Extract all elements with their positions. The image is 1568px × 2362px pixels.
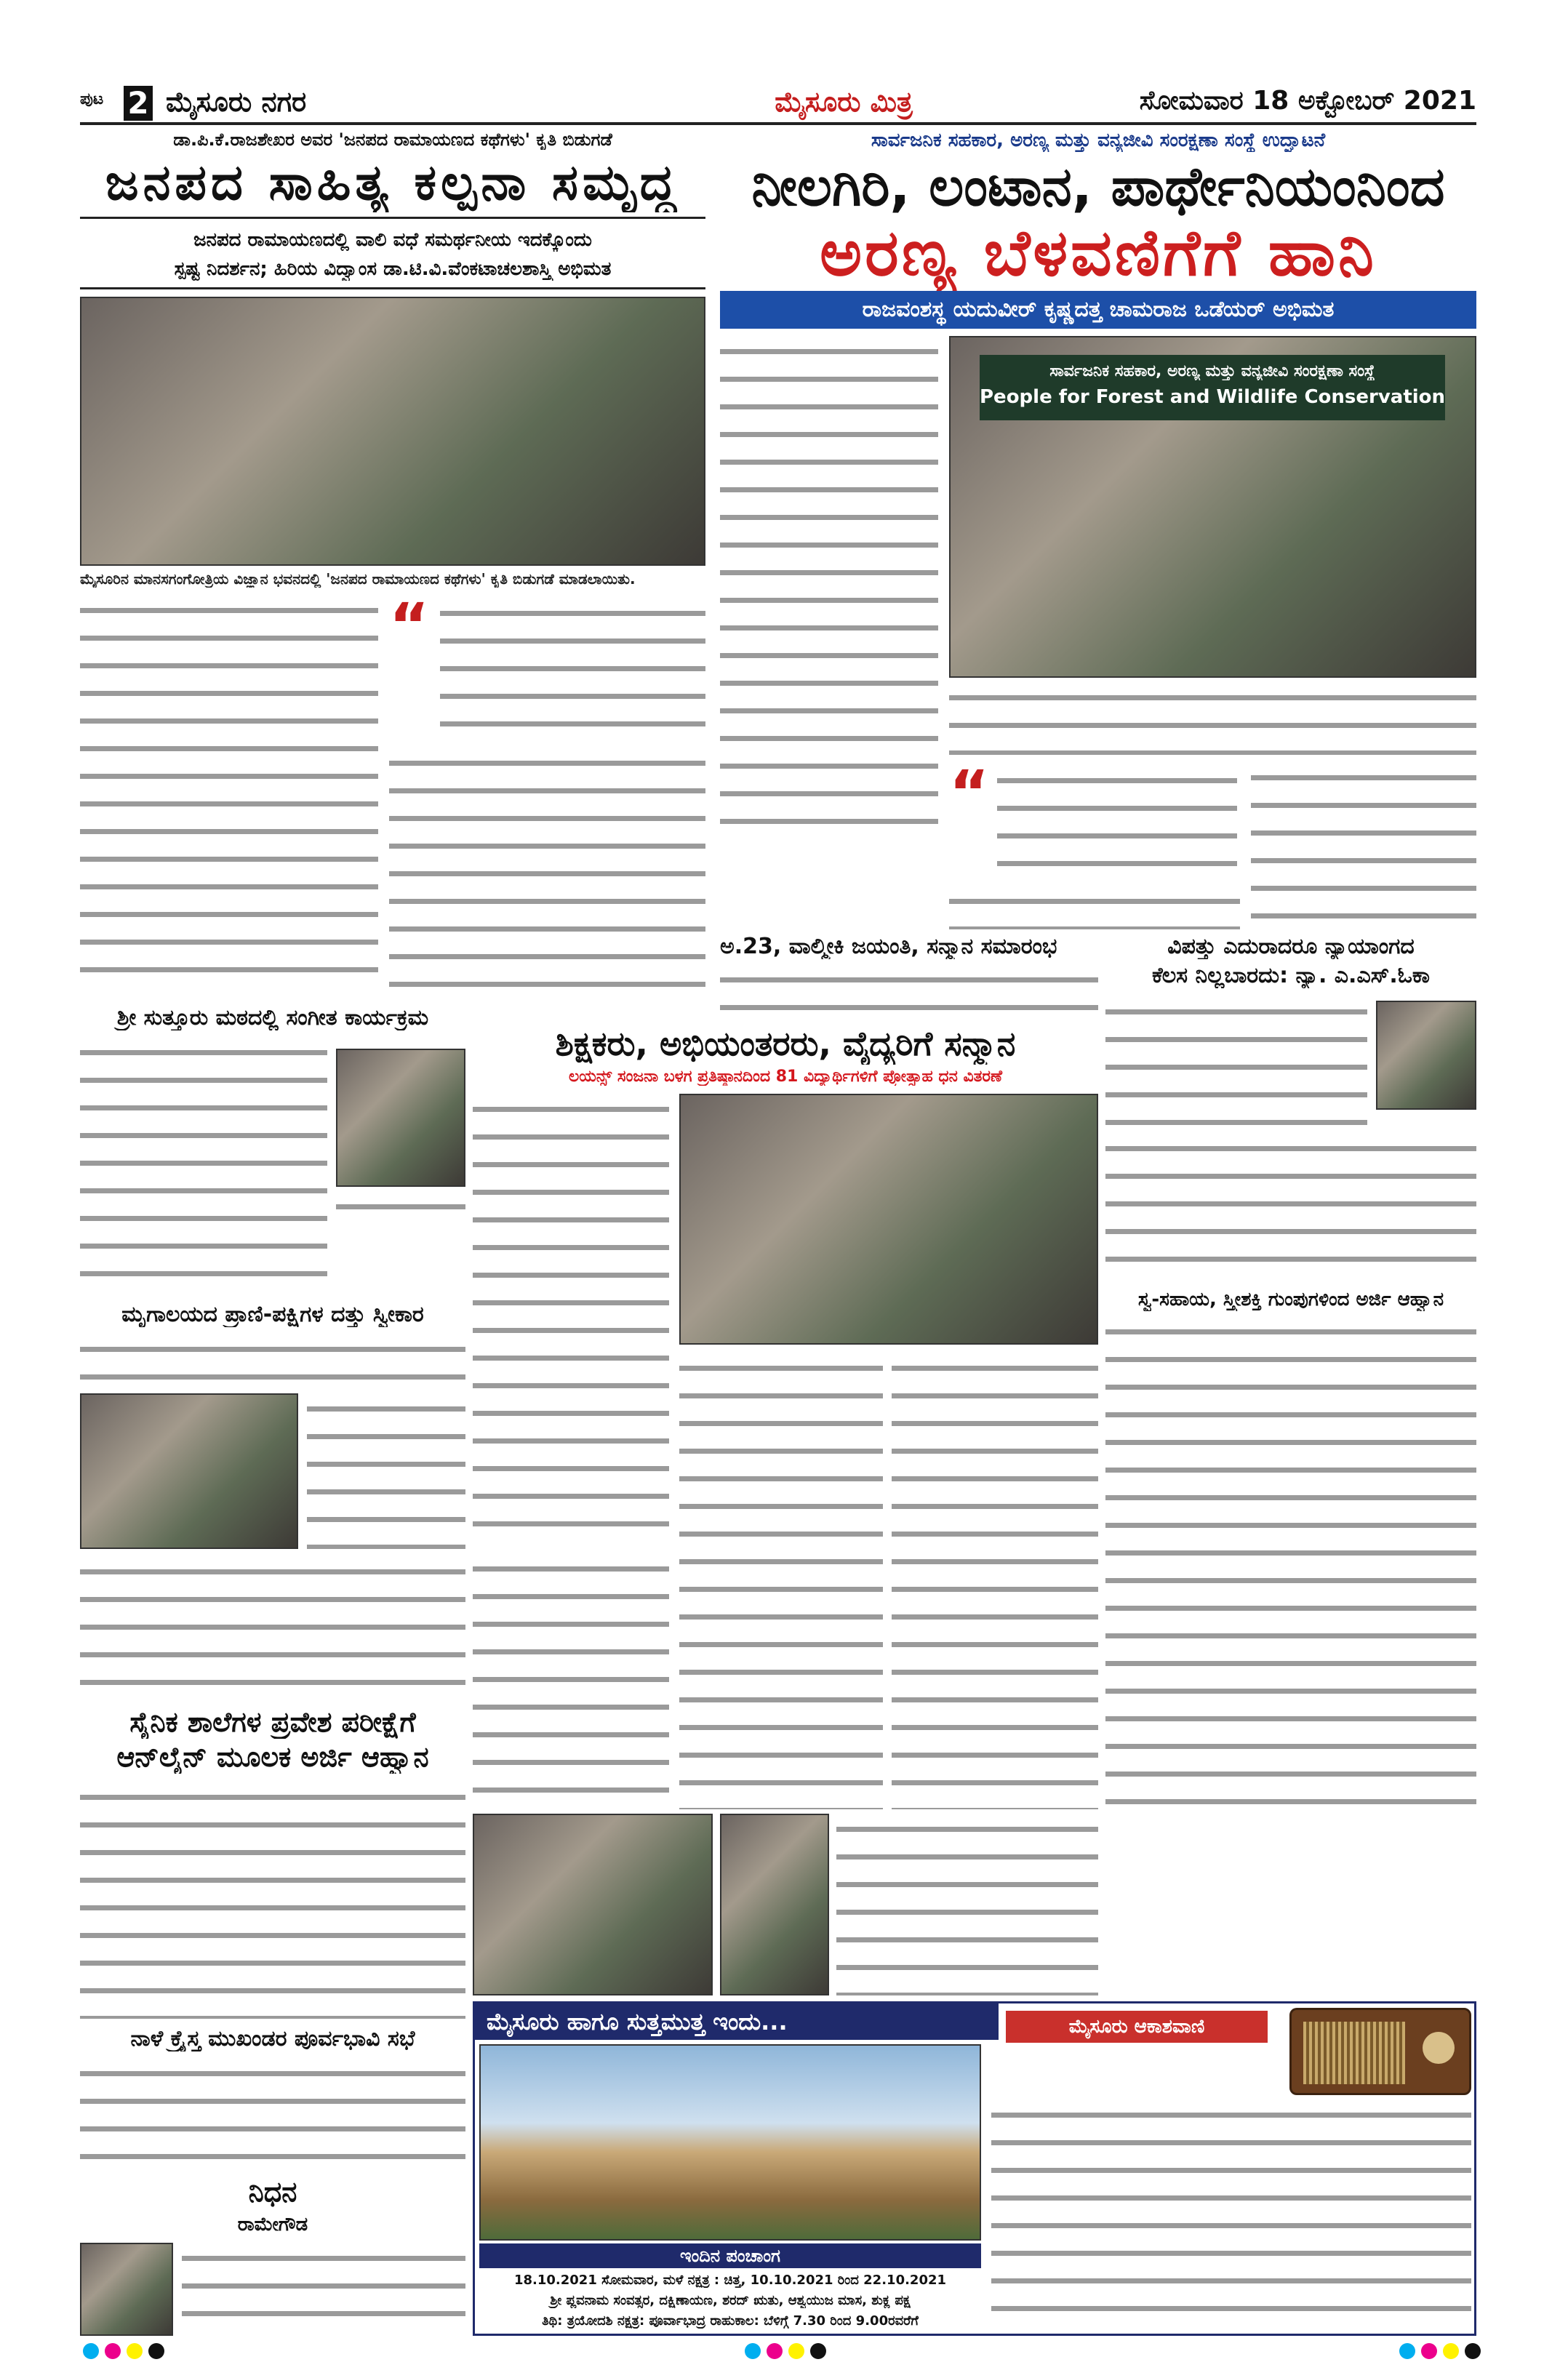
story-subhead: ರಾಜವಂಶಸ್ಥ ಯದುವೀರ್ ಕೃಷ್ಣದತ್ತ ಚಾಮರಾಜ ಒಡೆಯರ್ ಅಭಿಮತ [720, 291, 1476, 329]
akashvani-programs [991, 2099, 1471, 2332]
radio-knob [1423, 2032, 1455, 2064]
valmiki-headline: ಅ.23, ವಾಲ್ಮೀಕಿ ಜಯಂತಿ, ಸನ್ಮಾನ ಸಮಾರಂಭ [720, 934, 1057, 959]
christian-headline: ನಾಳೆ ಕ್ರೈಸ್ತ ಮುಖಂಡರ ಪೂರ್ವಭಾವಿ ಸಭೆ [130, 2026, 415, 2051]
court-headline-2: ಕೆಲಸ ನಿಲ್ಲಬಾರದು: ನ್ಯಾ. ಎ.ಎಸ್.ಓಕಾ [1151, 963, 1431, 988]
deck-line-2: ಸ್ಪಷ್ಟ ನಿದರ್ಶನ; ಹಿರಿಯ ವಿದ್ವಾಂಸ ಡಾ.ಟಿ.ವಿ.ವೆಂಕಟಾಚಲಶಾಸ್ತ್ರಿ ಅಭಿಮತ [174, 258, 612, 280]
honour-body-3 [892, 1353, 1098, 1809]
story-honour [473, 1024, 1098, 1809]
cyan-dot [83, 2343, 99, 2359]
zoo-photo [80, 1393, 298, 1549]
court-body [1105, 996, 1367, 1127]
quote-mark: “ [949, 757, 990, 828]
magenta-dot [767, 2343, 783, 2359]
sainik-headline-1: ಸೈನಿಕ ಶಾಲೆಗಳ ಪ್ರವೇಶ ಪರೀಕ್ಷೆಗೆ [129, 1706, 416, 1738]
black-dot [1465, 2343, 1481, 2359]
body-column-2 [389, 748, 705, 995]
yellow-dot [788, 2343, 804, 2359]
sainik-headline-2: ಆನ್‌ಲೈನ್ ಮೂಲಕ ಅರ್ಜಿ ಆಹ್ವಾನ [116, 1741, 429, 1773]
masthead-rule [80, 122, 1476, 125]
panchanga-line-2: ಶ್ರೀ ಪ್ಲವನಾಮ ಸಂವತ್ಸರ, ದಕ್ಷಿಣಾಯಣ, ಶರದ್ ಋತು, ಆಶ್ವಯುಜ ಮಾಸ, ಶುಕ್ಲ ಪಕ್ಷ [550, 2293, 911, 2308]
music-headline: ಶ್ರೀ ಸುತ್ತೂರು ಮಠದಲ್ಲಿ ಸಂಗೀತ ಕಾರ್ಯಕ್ರಮ [116, 1005, 429, 1030]
story-folk [80, 129, 705, 995]
paper-name: ಮೈಸೂರು ಮಿತ್ರ [775, 86, 913, 118]
section-title: ಮೈಸೂರು ನಗರ [166, 86, 307, 118]
honour-body-1 [473, 1094, 669, 1545]
radio-speaker [1303, 2022, 1405, 2084]
story-kicker: ಸಾರ್ವಜನಿಕ ಸಹಕಾರ, ಅರಣ್ಯ ಮತ್ತು ವನ್ಯಜೀವಿ ಸಂರಕ್ಷಣಾ ಸಂಸ್ಥೆ ಉದ್ಘಾಟನೆ [871, 129, 1326, 151]
musician-caption [336, 1191, 465, 1213]
honour-photo-1 [679, 1094, 1098, 1345]
obituary-portrait [80, 2243, 173, 2336]
court-headline-1: ವಿಪತ್ತು ಎದುರಾದರೂ ನ್ಯಾಯಾಂಗದ [1167, 934, 1415, 959]
forest-pull-quote [949, 757, 1240, 878]
yellow-dot [1443, 2343, 1459, 2359]
story-valmiki [720, 934, 1098, 1021]
zoo-body-side [307, 1393, 465, 1549]
print-marks-left [80, 2343, 167, 2362]
story-court [1105, 934, 1476, 1283]
deck-line-1: ಜನಪದ ರಾಮಾಯಣದಲ್ಲಿ ವಾಲಿ ವಧೆ ಸಮರ್ಥನೀಯ ಇದಕ್ಕೊಂದು [193, 229, 592, 251]
panchanga-line-1: 18.10.2021 ಸೋಮವಾರ, ಮಳೆ ನಕ್ಷತ್ರ : ಚಿತ್ತ, 10.10.2021 ರಿಂದ 22.10.2021 [513, 2273, 947, 2288]
story-christian [80, 2026, 465, 2171]
panchanga-box [479, 2243, 981, 2335]
story-forest [720, 129, 1476, 929]
story-music [80, 1005, 465, 1296]
black-dot [148, 2343, 164, 2359]
body-column-2 [949, 886, 1240, 929]
zoo-headline: ಮೃಗಾಲಯದ ಪ್ರಾಣಿ-ಪಕ್ಷಿಗಳ ದತ್ತು ಸ್ವೀಕಾರ [121, 1302, 424, 1327]
temple-photo [473, 1814, 713, 1995]
zoo-body-bottom [80, 1556, 465, 1702]
forest-pull-quote-text [997, 765, 1237, 874]
page-label: ಪುಟ [80, 90, 104, 108]
shg-headline: ಸ್ವ-ಸಹಾಯ, ಸ್ತ್ರೀಶಕ್ತಿ ಗುಂಪುಗಳಿಂದ ಅರ್ಜಿ ಆಹ್ವಾನ [1137, 1289, 1444, 1310]
yellow-dot [127, 2343, 143, 2359]
mysore-today-box [473, 2001, 1476, 2336]
photo-story [473, 1814, 1098, 1995]
event-banner [980, 355, 1445, 420]
music-body [80, 1037, 327, 1292]
magenta-dot [105, 2343, 121, 2359]
justice-portrait [1376, 1001, 1476, 1110]
pull-quote-text [440, 598, 705, 736]
photo-story-caption [836, 1814, 1098, 1995]
honour-subhead: ಲಯನ್ಸ್ ಸಂಜನಾ ಬಳಗ ಪ್ರತಿಷ್ಠಾನದಿಂದ 81 ವಿದ್ಯಾರ್ಥಿಗಳಿಗೆ ಪ್ರೋತ್ಸಾಹ ಧನ ವಿತರಣೆ [568, 1068, 1003, 1086]
akashvani-title: ಮೈಸೂರು ಆಕಾಶವಾಣಿ [1006, 2011, 1268, 2043]
story-zoo [80, 1302, 465, 1702]
date-line: ಸೋಮವಾರ 18 ಅಕ್ಟೋಬರ್ 2021 [1139, 86, 1476, 116]
zoo-body-top [80, 1334, 465, 1389]
forest-event-photo [949, 336, 1476, 678]
banner-english: People for Forest and Wildlife Conservation [980, 386, 1445, 408]
obituary [80, 2176, 465, 2336]
honour-body-4 [473, 1553, 669, 1809]
banner-kannada: ಸಾರ್ವಜನಿಕ ಸಹಕಾರ, ಅರಣ್ಯ ಮತ್ತು ವನ್ಯಜೀವಿ ಸಂರಕ್ಷಣಾ ಸಂಸ್ಥೆ [1049, 362, 1375, 380]
musician-photo [336, 1049, 465, 1187]
story-shg [1105, 1289, 1476, 1812]
group-photo [720, 1814, 829, 1995]
photo-caption: ಮೈಸೂರಿನ ಮಾನಸಗಂಗೋತ್ರಿಯ ವಿಜ್ಞಾನ ಭವನದಲ್ಲಿ 'ಜನಪದ ರಾಮಾಯಣದ ಕಥೆಗಳು' ಕೃತಿ ಬಿಡುಗಡೆ ಮಾಡಲಾಯಿತು. [80, 570, 636, 588]
palace-photo [479, 2044, 981, 2241]
sainik-body [80, 1782, 465, 2019]
body-column-1 [80, 595, 378, 995]
panchanga-line-3: ತಿಥಿ: ತ್ರಯೋದಶಿ ನಕ್ಷತ್ರ: ಪೂರ್ವಾಭಾದ್ರ ರಾಹುಕಾಲ: ಬೆಳಿಗ್ಗೆ 7.30 ರಿಂದ 9.00ರವರೆಗೆ [542, 2313, 919, 2329]
valmiki-body [720, 964, 1098, 1021]
story-sainik [80, 1706, 465, 2019]
obituary-name: ರಾಮೇಗೌಡ [237, 2214, 308, 2235]
quote-mark: “ [389, 590, 430, 661]
obituary-headline: ನಿಧನ [248, 2176, 297, 2208]
honour-headline: ಶಿಕ್ಷಕರು, ಅಭಿಯಂತರರು, ವೈದ್ಯರಿಗೆ ಸನ್ಮಾನ [555, 1024, 1016, 1063]
page-number: 2 [124, 86, 153, 121]
pull-quote [389, 590, 705, 740]
book-release-photo [80, 297, 705, 566]
headline-line-1: ನೀಲಗಿರಿ, ಲಂಟಾನ, ಪಾರ್ಥೇನಿಯಂನಿಂದ [751, 156, 1445, 218]
headline-line-2: ಅರಣ್ಯ ಬೆಳವಣಿಗೆಗೆ ಹಾನಿ [820, 215, 1377, 290]
print-marks-right [1396, 2343, 1484, 2362]
panchanga-title: ಇಂದಿನ ಪಂಚಾಂಗ [479, 2243, 981, 2268]
shg-body [1105, 1316, 1476, 1812]
honour-body-2 [679, 1353, 883, 1809]
body-column-3 [1251, 762, 1476, 929]
cyan-dot [1399, 2343, 1415, 2359]
court-body-cont [1105, 1133, 1476, 1283]
story-deck [80, 217, 705, 289]
story-headline: ಜನಪದ ಸಾಹಿತ್ಯ ಕಲ್ಪನಾ ಸಮೃದ್ಧ [105, 154, 681, 212]
radio-icon [1289, 2008, 1471, 2095]
cyan-dot [745, 2343, 761, 2359]
photo-caption [949, 682, 1476, 755]
black-dot [810, 2343, 826, 2359]
masthead [80, 86, 1476, 121]
story-kicker: ಡಾ.ಪಿ.ಕೆ.ರಾಜಶೇಖರ ಅವರ 'ಜನಪದ ರಾಮಾಯಣದ ಕಥೆಗಳು' ಕೃತಿ ಬಿಡುಗಡೆ [173, 129, 612, 150]
body-column-1 [720, 336, 938, 845]
magenta-dot [1421, 2343, 1437, 2359]
christian-body [80, 2058, 465, 2171]
obituary-body [182, 2243, 465, 2336]
mysore-today-banner: ಮೈಸೂರು ಹಾಗೂ ಸುತ್ತಮುತ್ತ ಇಂದು... [475, 2003, 999, 2040]
print-marks-center [742, 2343, 829, 2362]
